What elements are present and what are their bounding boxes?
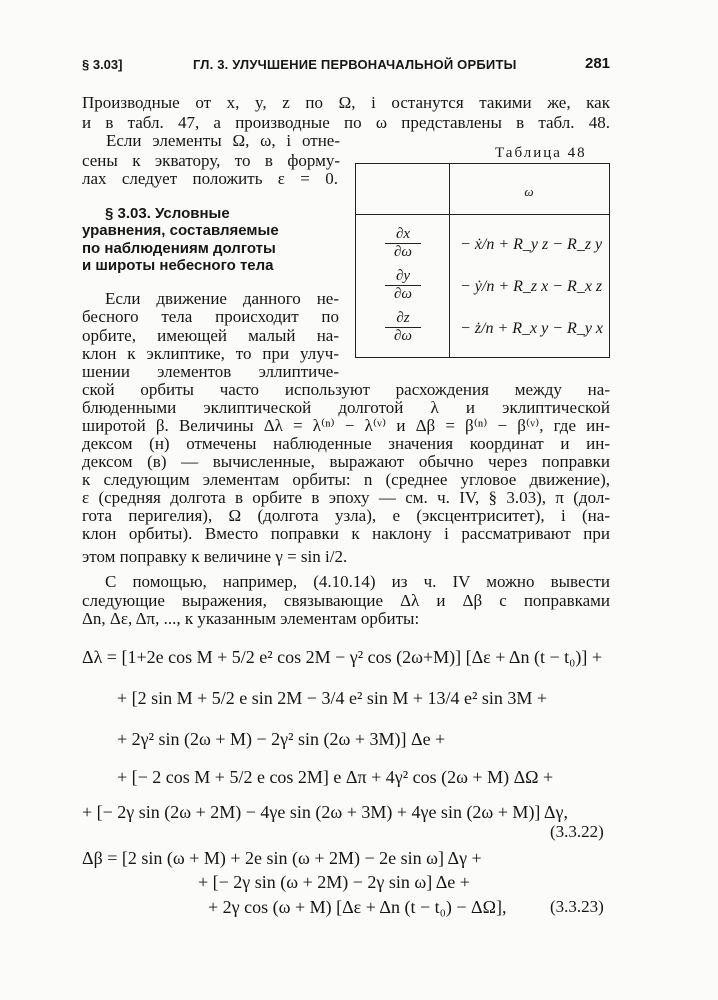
gamma-line: этом поправку к величине γ = sin i/2. bbox=[82, 547, 348, 566]
table-column-header: ω bbox=[524, 184, 534, 199]
table-row-1-derivative bbox=[373, 226, 433, 261]
intro-line-1: Производные от x, y, z по Ω, i останутся такими же, как bbox=[82, 93, 610, 112]
para2-line-9: клон орбиты). Вместо поправки к наклону i рассматривают при bbox=[82, 524, 610, 543]
left-line-1: Если элементы Ω, ω, i отне- bbox=[106, 131, 340, 150]
table-row-2-derivative bbox=[373, 268, 433, 303]
para2-left-line-2: бесного тела происходит по bbox=[82, 307, 339, 326]
section-heading-line-3: по наблюдениям долготы bbox=[82, 240, 276, 257]
table-caption: Таблица 48 bbox=[495, 145, 587, 161]
para3-line-3: Δn, Δε, Δπ, ..., к указанным элементам орбиты: bbox=[82, 609, 420, 628]
table-row-1-value: − ẋ/n + R_y z − R_z y bbox=[460, 236, 603, 253]
table-row-2-num: ∂y bbox=[395, 268, 411, 284]
page-number: 281 bbox=[585, 55, 611, 72]
equation-db-line-2: + [− 2γ sin (ω + 2M) − 2γ sin ω] Δe + bbox=[198, 872, 470, 892]
equation-dl-line-1: Δλ = [1+2e cos M + 5/2 e² cos 2M − γ² cos (2ω+M)] [Δε + Δn (t − t₀)] + bbox=[82, 647, 603, 667]
left-line-2: сены к экватору, то в форму- bbox=[82, 151, 340, 170]
table-row-2-value: − ẏ/n + R_z x − R_x z bbox=[460, 278, 603, 295]
equation-dl-line-3: + 2γ² sin (2ω + M) − 2γ² sin (2ω + 3M)] Δe + bbox=[117, 729, 446, 749]
para2-left-line-1: Если движение данного не- bbox=[105, 289, 339, 308]
para2-left-line-5: шении элементов эллиптиче- bbox=[82, 362, 339, 381]
section-ref: § 3.03] bbox=[82, 57, 123, 72]
table-row-3-den: ∂ω bbox=[393, 328, 412, 344]
intro-line-2: и в табл. 47, а производные по ω представлены в табл. 48. bbox=[82, 113, 610, 132]
running-title: ГЛ. 3. УЛУЧШЕНИЕ ПЕРВОНАЧАЛЬНОЙ ОРБИТЫ bbox=[193, 57, 517, 72]
table-row-1-num: ∂x bbox=[395, 226, 411, 242]
para2-left-line-3: орбите, имеющей малый на- bbox=[82, 326, 339, 345]
para3-line-2: следующие выражения, связывающие Δλ и Δβ с поправками bbox=[82, 591, 610, 610]
table-48 bbox=[355, 163, 610, 358]
para2-line-8: гота перигелия), Ω (долгота узла), e (эксцентриситет), i (на- bbox=[82, 506, 610, 525]
table-row-2-den: ∂ω bbox=[393, 286, 412, 302]
equation-number-3-3-23: (3.3.23) bbox=[550, 897, 604, 916]
equation-db-line-1: Δβ = [2 sin (ω + M) + 2e sin (ω + 2M) − 2e sin ω] Δγ + bbox=[82, 848, 482, 868]
section-heading-line-1: § 3.03. Условные bbox=[105, 205, 230, 222]
para3-line-1: С помощью, например, (4.10.14) из ч. IV можно вывести bbox=[105, 572, 610, 591]
equation-dl-line-5: + [− 2γ sin (2ω + 2M) − 4γe sin (2ω + 3M) + 4γe sin (2ω + M)] Δγ, bbox=[82, 802, 568, 822]
equation-number-3-3-22: (3.3.22) bbox=[550, 822, 604, 841]
para2-line-4: дексом (н) отмечены наблюденные значения координат и ин- bbox=[82, 434, 610, 453]
para2-left-line-4: клон к эклиптике, то при улуч- bbox=[82, 344, 339, 363]
table-row-3-derivative bbox=[373, 310, 433, 345]
left-line-3: лах следует положить ε = 0. bbox=[82, 169, 338, 188]
table-row-3-num: ∂z bbox=[396, 310, 410, 326]
section-heading-line-2: уравнения, составляемые bbox=[82, 222, 279, 239]
table-row-1-den: ∂ω bbox=[393, 244, 412, 260]
section-heading-line-4: и широты небесного тела bbox=[82, 257, 274, 274]
table-header-rule bbox=[356, 214, 609, 215]
table-row-3-value: − ż/n + R_x y − R_y x bbox=[460, 320, 604, 337]
para2-line-1: ской орбиты часто используют расхождения между на- bbox=[82, 380, 610, 399]
para2-line-7: ε (средняя долгота в орбите в эпоху — см. ч. IV, § 3.03), π (дол- bbox=[82, 488, 610, 507]
equation-db-line-3: + 2γ cos (ω + M) [Δε + Δn (t − t₀) − ΔΩ], bbox=[208, 897, 507, 917]
para2-line-6: к следующим элементам орбиты: n (среднее угловое движение), bbox=[82, 470, 610, 489]
para2-line-3: широтой β. Величины Δλ = λ⁽ⁿ⁾ − λ⁽ᵛ⁾ и Δβ = β⁽ⁿ⁾ − β⁽ᵛ⁾, где ин- bbox=[82, 416, 610, 435]
equation-dl-line-4: + [− 2 cos M + 5/2 e cos 2M] e Δπ + 4γ² cos (2ω + M) ΔΩ + bbox=[117, 767, 554, 787]
para2-line-2: блюденными эклиптической долготой λ и эклиптической bbox=[82, 398, 610, 417]
para2-line-5: дексом (в) — вычисленные, выражают обычно через поправки bbox=[82, 452, 610, 471]
equation-dl-line-2: + [2 sin M + 5/2 e sin 2M − 3/4 e² sin M + 13/4 e² sin 3M + bbox=[117, 688, 548, 708]
